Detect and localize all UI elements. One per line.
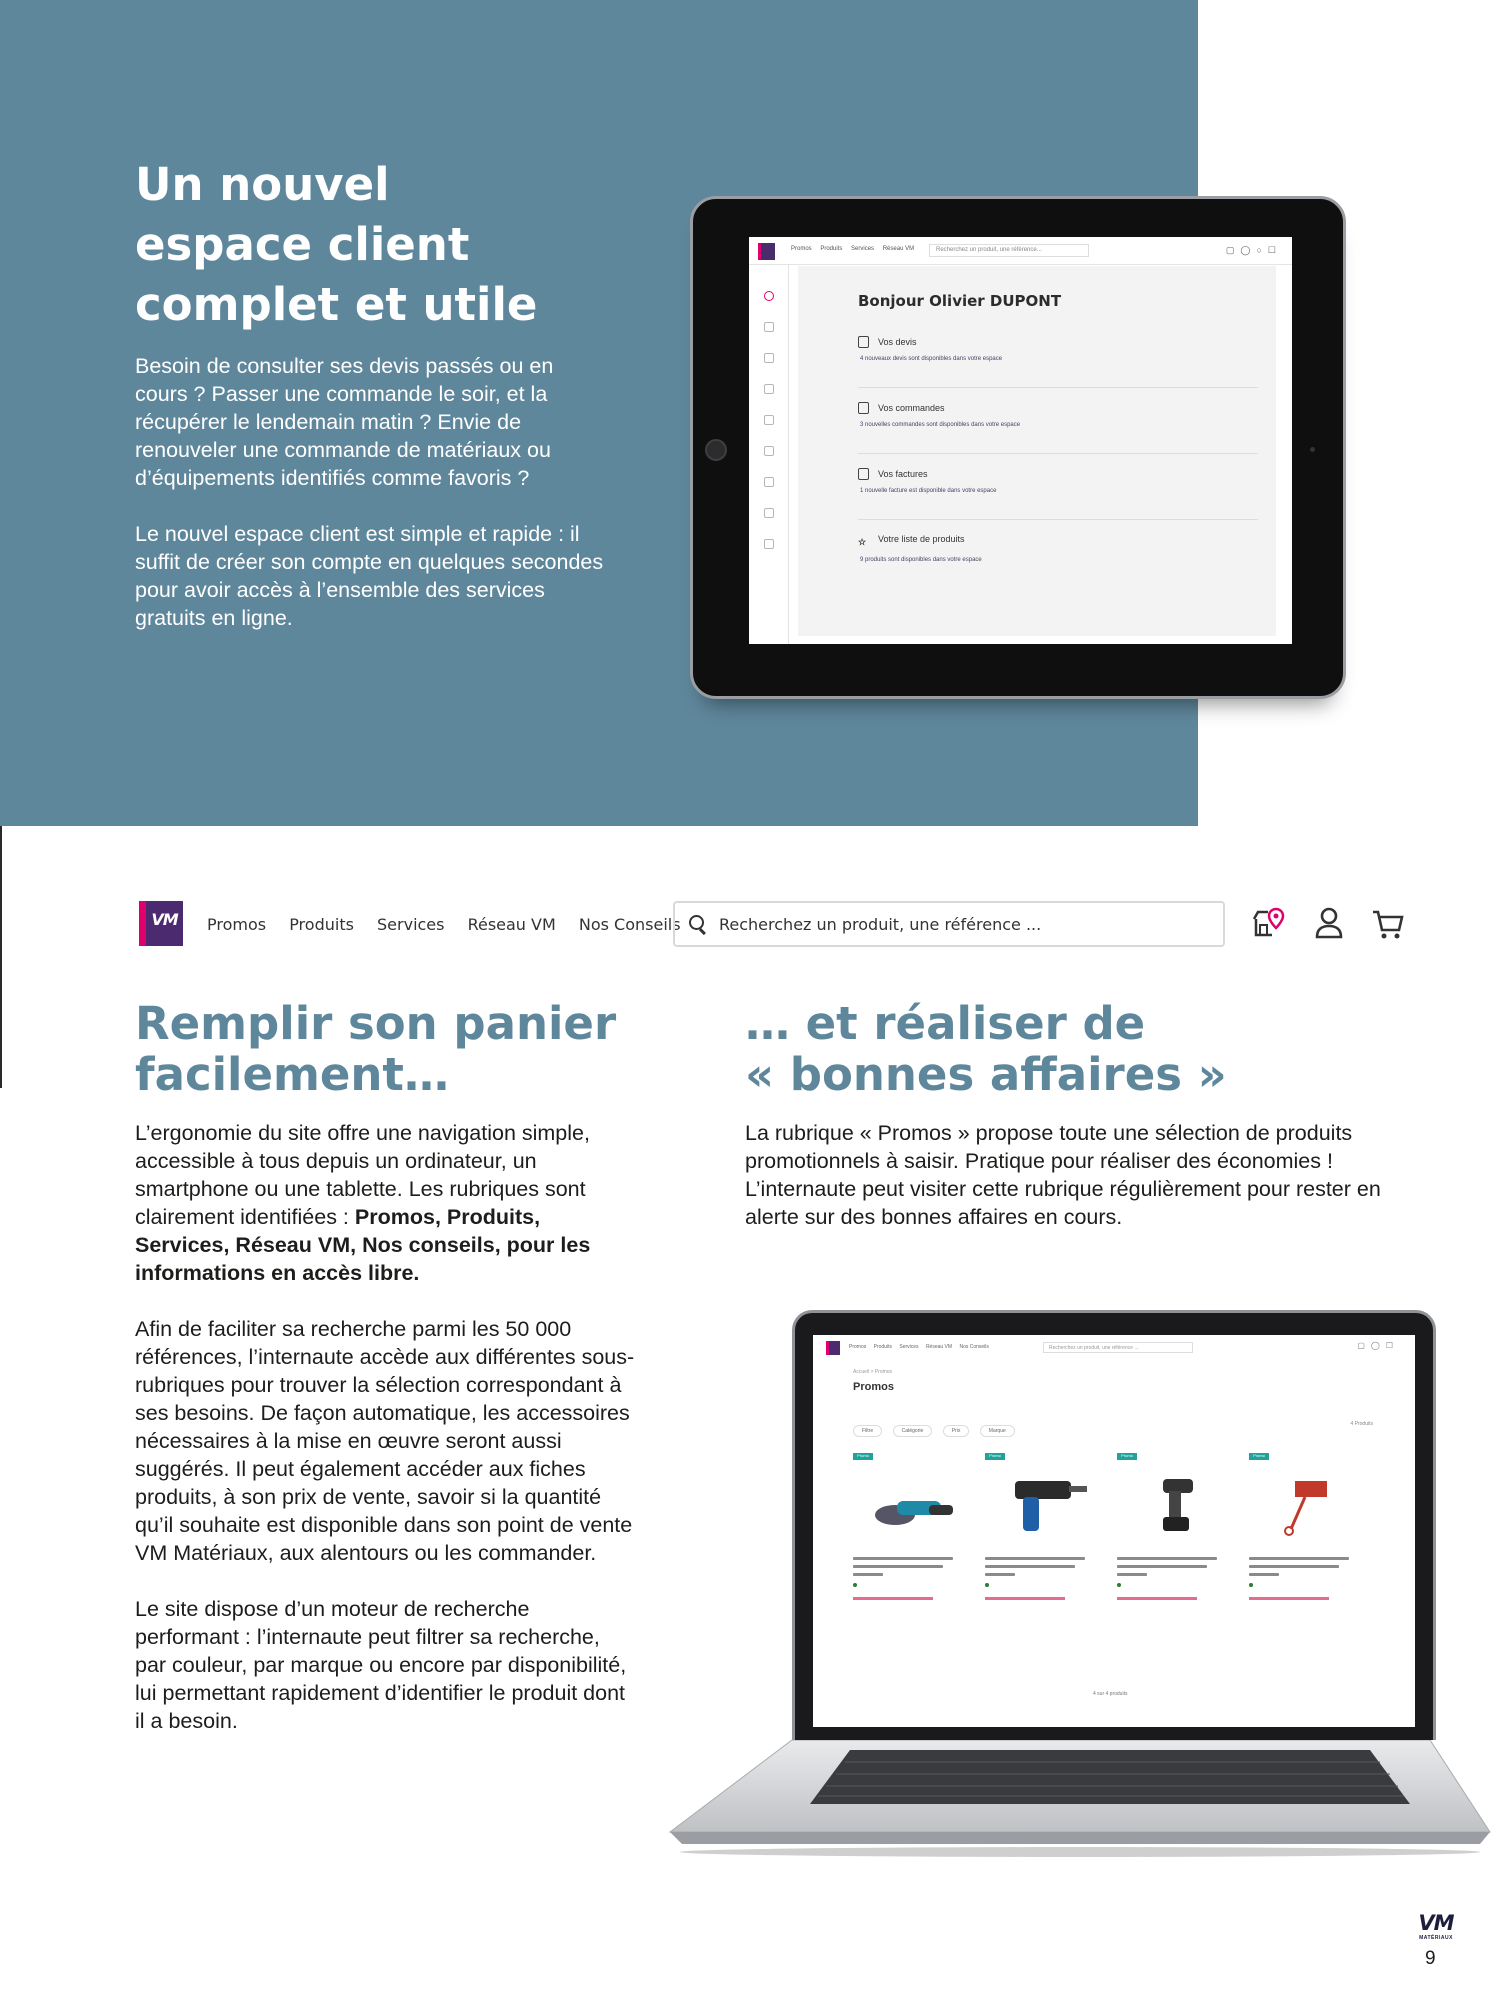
footer-logo-mark: VM xyxy=(1418,1911,1454,1935)
dashboard-item-products[interactable] xyxy=(858,534,1258,586)
tablet-sidebar xyxy=(749,265,789,644)
item-title: Votre liste de produits xyxy=(878,534,965,544)
title-line: Remplir son panier xyxy=(135,997,617,1050)
store-locator-icon[interactable] xyxy=(1252,905,1286,941)
laptop-header-icons[interactable]: ▢◯☐ xyxy=(1357,1341,1399,1350)
filter-bar xyxy=(853,1419,1373,1433)
product-name-line xyxy=(853,1565,943,1568)
cart-icon[interactable] xyxy=(1371,905,1405,941)
star-icon[interactable] xyxy=(764,508,774,518)
search-icon xyxy=(689,915,704,930)
home-icon[interactable] xyxy=(764,291,774,301)
laptop-topbar xyxy=(813,1335,1415,1359)
logout-icon[interactable] xyxy=(764,539,774,549)
title-line: « bonnes affaires » xyxy=(745,1048,1227,1101)
nav-item-reseau-vm[interactable]: Réseau VM xyxy=(467,915,556,934)
tablet-nav-item[interactable]: Services xyxy=(851,246,875,252)
laptop-keyboard-base xyxy=(650,1740,1500,1858)
title-line: … et réaliser de xyxy=(745,997,1146,1050)
angle-grinder-image xyxy=(869,1471,957,1537)
tablet-camera xyxy=(1310,447,1315,452)
product-name-line xyxy=(1117,1565,1207,1568)
dashboard-item-invoices[interactable] xyxy=(858,468,1258,520)
product-ref-line xyxy=(1249,1573,1279,1576)
item-title: Vos devis xyxy=(878,337,917,347)
laptop-nav-item[interactable]: Réseau VM xyxy=(925,1344,953,1350)
section-text-panier xyxy=(135,1119,635,1763)
hammer-drill-image xyxy=(1001,1471,1089,1537)
star-icon: ☆ xyxy=(858,537,867,547)
laptop-nav-item[interactable]: Promos xyxy=(849,1344,867,1350)
hero-paragraph: Besoin de consulter ses devis passés ou en cours ? Passer une commande le soir, et la récupérer le lendemain matin ? Envie de renouveler une commande de matériaux ou d’équipements identifiés comme favoris ? xyxy=(135,354,554,490)
laptop-nav-item[interactable]: Services xyxy=(899,1344,919,1350)
nav-item-produits[interactable]: Produits xyxy=(289,915,354,934)
laptop-screen xyxy=(813,1335,1415,1727)
promo-badge: Promo xyxy=(1117,1453,1137,1460)
product-name-line xyxy=(1117,1557,1217,1560)
paragraph: La rubrique « Promos » propose toute une sélection de produits promotionnels à saisir. Pratique pour réaliser des économies ! L’internaute peut visiter cette rubrique régulièrement pour rester en alerte sur des bonnes affaires en cours. xyxy=(745,1121,1381,1229)
hero-title-line: espace client xyxy=(135,218,470,271)
page-number: 9 xyxy=(1425,1948,1436,1969)
product-ref-line xyxy=(985,1573,1015,1576)
quote-icon xyxy=(858,336,869,348)
footer-logo xyxy=(1412,1912,1460,1942)
hero-title-line: complet et utile xyxy=(135,278,538,331)
filter-chip[interactable]: Prix xyxy=(943,1425,970,1437)
paragraph: Afin de faciliter sa recherche parmi les 50 000 références, l’internaute accède aux différentes sous-rubriques pour trouver la sélection correspondant à ses besoins. De façon automatique, les accessoires nécessaires à la mise en œuvre seront aussi suggérés. Il peut également accéder aux fiches produits, à son prix de vente, savoir si la quantité qu’il souhaite est disponible dans son point de vente VM Matériaux, aux alentours ou les commander. xyxy=(135,1317,635,1565)
product-count: 4 Produits xyxy=(1350,1421,1373,1427)
product-ref-line xyxy=(1117,1573,1147,1576)
product-card[interactable] xyxy=(1249,1453,1371,1633)
user-icon[interactable] xyxy=(1312,905,1346,941)
tablet-screen xyxy=(749,237,1292,644)
tablet-nav-item[interactable]: Réseau VM xyxy=(882,246,915,252)
greeting: Bonjour Olivier DUPONT xyxy=(858,292,1062,310)
page-title: Promos xyxy=(853,1381,894,1393)
page-edge xyxy=(0,826,2,1088)
order-icon xyxy=(858,402,869,414)
main-nav xyxy=(207,915,699,934)
document-icon[interactable] xyxy=(764,477,774,487)
tablet-dashboard xyxy=(798,266,1276,636)
calendar-icon[interactable] xyxy=(764,446,774,456)
tablet-header-icons[interactable]: ▢◯○☐ xyxy=(1225,245,1282,255)
tablet-nav xyxy=(791,246,921,252)
tablet-search-input[interactable]: Recherchez un produit, une référence... xyxy=(929,244,1089,257)
search-placeholder: Recherchez un produit, une référence ... xyxy=(719,915,1042,934)
nav-item-services[interactable]: Services xyxy=(377,915,445,934)
filter-chip[interactable]: Catégorie xyxy=(893,1425,933,1437)
product-name-line xyxy=(853,1557,953,1560)
site-header xyxy=(135,895,1415,955)
item-title: Vos commandes xyxy=(878,403,945,413)
product-card[interactable] xyxy=(853,1453,975,1633)
breadcrumb[interactable]: Accueil > Promos xyxy=(853,1369,893,1375)
hero-banner xyxy=(0,0,1282,826)
product-ref-line xyxy=(853,1573,883,1576)
tablet-home-button xyxy=(705,439,727,461)
hero-title xyxy=(135,155,675,335)
paragraph-bold: Promos, Produits, Services, Réseau VM, Nos conseils, pour les informations en accès libre. xyxy=(135,1205,591,1285)
product-card[interactable] xyxy=(985,1453,1107,1633)
laptop-search-input[interactable]: Recherchez un produit, une référence ... xyxy=(1043,1342,1193,1353)
item-subtitle[interactable]: 3 nouvelles commandes sont disponibles dans votre espace xyxy=(860,422,1021,428)
item-title: Vos factures xyxy=(878,469,928,479)
price-line xyxy=(985,1597,1065,1600)
product-card[interactable] xyxy=(1117,1453,1239,1633)
nav-item-promos[interactable]: Promos xyxy=(207,915,267,934)
filter-chip[interactable]: Filtre xyxy=(853,1425,882,1437)
tablet-mockup xyxy=(690,196,1346,699)
price-line xyxy=(853,1597,933,1600)
laptop-mockup xyxy=(792,1310,1436,1740)
product-name-line xyxy=(985,1565,1075,1568)
price-line xyxy=(1249,1597,1329,1600)
paragraph xyxy=(135,1119,635,1287)
promo-badge: Promo xyxy=(853,1453,873,1460)
dashboard-item-orders[interactable] xyxy=(858,402,1258,454)
invoice-icon xyxy=(858,468,869,480)
hero-text xyxy=(135,352,605,660)
laptop-nav-item[interactable]: Produits xyxy=(873,1344,892,1350)
promo-badge: Promo xyxy=(985,1453,1005,1460)
product-name-line xyxy=(985,1557,1085,1560)
availability-dot xyxy=(1249,1583,1253,1587)
vm-logo[interactable]: VM xyxy=(139,901,183,946)
tablet-logo xyxy=(758,243,775,260)
invoice-icon[interactable] xyxy=(764,415,774,425)
hero-paragraph: Le nouvel espace client est simple et rapide : il suffit de créer son compte en quelques secondes pour avoir accès à l’ensemble des services gratuits en ligne. xyxy=(135,522,604,630)
section-title-panier xyxy=(135,998,655,1100)
availability-dot xyxy=(1117,1583,1121,1587)
price-line xyxy=(1117,1597,1197,1600)
section-title-affaires xyxy=(745,998,1305,1100)
item-subtitle[interactable]: 9 produits sont disponibles dans votre espace xyxy=(860,557,982,563)
truck-icon[interactable] xyxy=(764,353,774,363)
footer-logo-sub: MATÉRIAUX xyxy=(1419,1935,1453,1941)
dashboard-item-quotes[interactable] xyxy=(858,336,1258,388)
mixer-image xyxy=(1265,1471,1353,1537)
product-name-line xyxy=(1249,1565,1339,1568)
paragraph: Le site dispose d’un moteur de recherche performant : l’internaute peut filtrer sa recherche, par couleur, par marque ou encore par disponibilité, lui permettant rapidement d’identifier le produit dont il a besoin. xyxy=(135,1597,627,1733)
tablet-nav-item[interactable]: Produits xyxy=(820,246,843,252)
search-input[interactable] xyxy=(673,901,1225,947)
title-line: facilement… xyxy=(135,1048,449,1101)
section-text-affaires xyxy=(745,1119,1385,1259)
tablet-nav-item[interactable]: Promos xyxy=(791,246,812,252)
pagination[interactable]: 4 sur 4 produits xyxy=(1093,1691,1128,1697)
item-subtitle[interactable]: 1 nouvelle facture est disponible dans votre espace xyxy=(860,488,997,494)
laptop-nav xyxy=(849,1344,995,1350)
quote-icon[interactable] xyxy=(764,322,774,332)
nav-item-nos-conseils[interactable]: Nos Conseils xyxy=(578,915,681,934)
order-icon[interactable] xyxy=(764,384,774,394)
availability-dot xyxy=(853,1583,857,1587)
availability-dot xyxy=(985,1583,989,1587)
promo-badge: Promo xyxy=(1249,1453,1269,1460)
paragraph-text: L’ergonomie du site offre une navigation simple, accessible à tous depuis un ordinateur, un smartphone ou une tablette. Les rubriques sont clairement identifiées : xyxy=(135,1121,590,1229)
drill-driver-image xyxy=(1133,1471,1221,1537)
laptop-nav-item[interactable]: Nos Conseils xyxy=(959,1344,989,1350)
laptop-logo xyxy=(826,1341,840,1355)
product-name-line xyxy=(1249,1557,1349,1560)
filter-chip[interactable]: Marque xyxy=(980,1425,1015,1437)
hero-title-line: Un nouvel xyxy=(135,158,390,211)
tablet-topbar xyxy=(749,237,1292,265)
item-subtitle[interactable]: 4 nouveaux devis sont disponibles dans votre espace xyxy=(860,356,1003,362)
